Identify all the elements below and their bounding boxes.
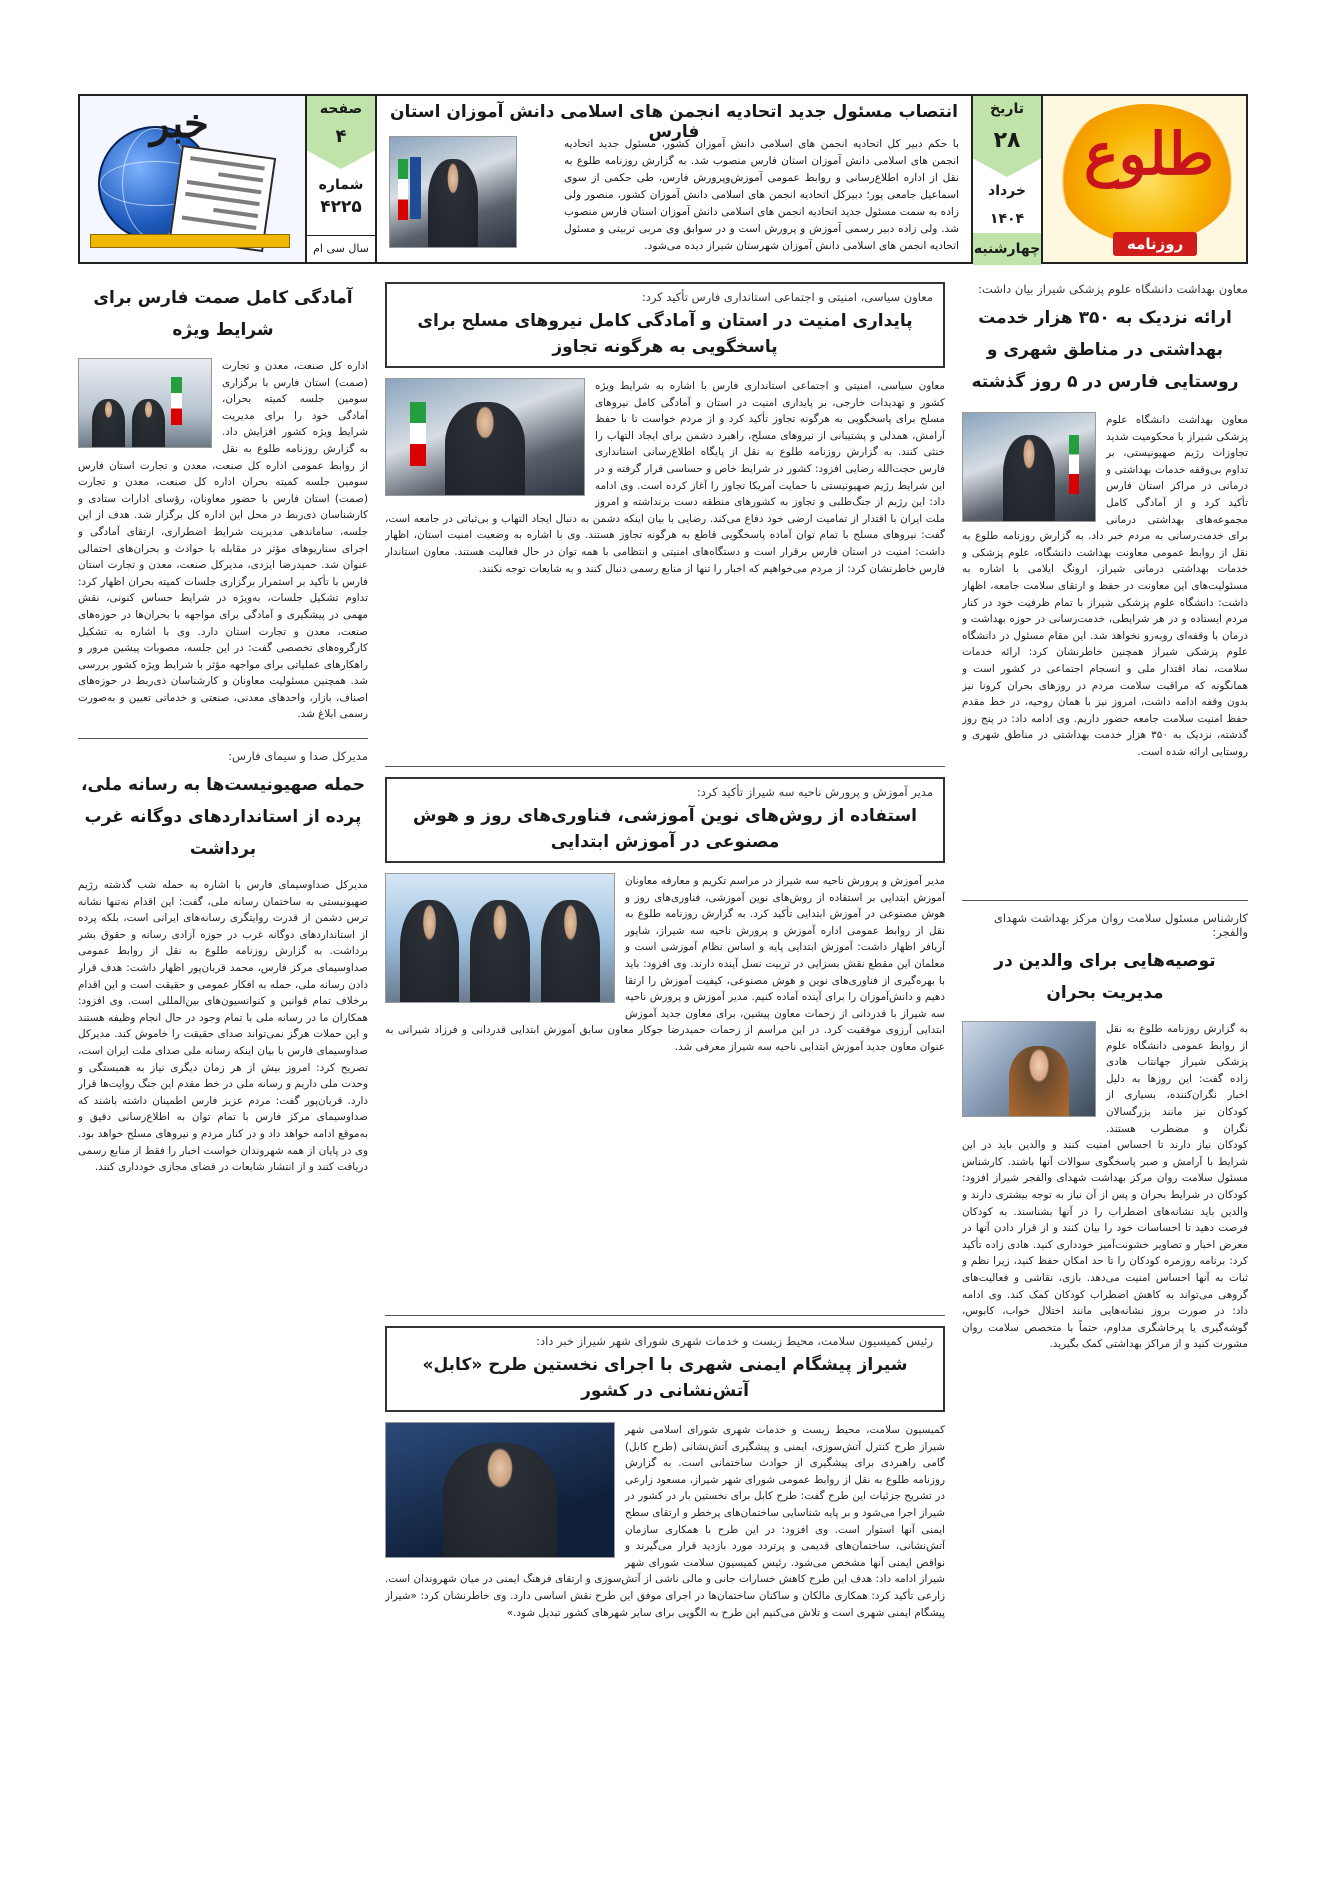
logo-text: طلوع (1084, 120, 1214, 188)
article-text: مدیر آموزش و پرورش ناحیه سه شیراز در مراسم تکریم و معارفه معاونان آموزش ابتدایی بر استفاده از روش‌های نوین آموزشی، فناوری‌های روز و هوش مصنوعی در آموزش ابتدایی تأکید کرد. به گزارش روزنامه طلوع به نقل از روابط عمومی اداره آموزش و پرورش ناحیه سه شیراز، شاپور آریافر اظهار داشت: آموزش ابتدایی پایه و اساس نظام آموزشی است و معلمان این مقطع نقش بسزایی در تربیت نسل آینده دارند. وی افزود: باید با بهره‌گیری از فناوری‌های نوین و هوش مصنوعی، کیفیت آموزش را ارتقا دهیم و دانش‌آموزان را برای آینده آماده کنیم. مدیر آموزش و پرورش ناحیه سه شیراز با قدردانی از زحمات معاون پیشین، برای معاون جدید آموزش ابتدایی آرزوی موفقیت کرد. در این مراسم از زحمات حمیدرضا جوکار معاون سابق آموزش ابتدایی قدردانی و فرزاد شیرانی به عنوان معاون جدید آموزش ابتدایی ناحیه سه شیراز معرفی شد. (385, 875, 945, 1053)
article-body (962, 1021, 1248, 1781)
masthead-news-body: با حکم دبیر کل اتحادیه انجمن های اسلامی دانش آموزان کشور، مسئول جدید اتحادیه انجمن های اسلامی دانش آموزان استان فارس منصوب شد. به گزارش روزنامه طلوع به نقل از اداره اطلاع‌رسانی و روابط عمومی آموزش‌وپرورش فارس، طی حکمی از سوی اسماعیل جامعی پور؛ دبیرکل اتحادیه انجمن های اسلامی دانش آموزان کشور، منصور ولی زاده به سمت مسئول جدید اتحادیه انجمن های اسلامی دانش آموزان استان فارس منصوب شد. ولی زاده دبیر رسمی آموزش و پرورش است و در سوابق وی مربی تربیتی و مسئول اتحادیه انجمن های اسلامی دانش آموزان شهرستان شیراز دیده می‌شود. (564, 138, 959, 252)
article-headline: حمله صهیونیست‌ها به رسانه ملی، پرده از استانداردهای دوگانه غرب برداشت (80, 775, 365, 859)
section-title: خبر (150, 100, 209, 147)
person-figure (445, 402, 524, 495)
child-photo (962, 1021, 1096, 1117)
article-kicker: معاون سیاسی، امنیتی و اجتماعی استانداری فارس تأکید کرد: (641, 290, 933, 304)
masthead (78, 94, 1248, 264)
arrow-down-icon (308, 151, 374, 169)
article-headline: آمادگی کامل صمت فارس برای شرایط ویژه (93, 288, 353, 340)
date-day: ۲۸ (973, 122, 1041, 159)
article-headline: توصیه‌هایی برای والدین در مدیریت بحران (994, 951, 1216, 1003)
middle-column (385, 282, 945, 1820)
article-text: اداره کل صنعت، معدن و تجارت (صمت) استان فارس با برگزاری سومین جلسه کمیته بحران، آمادگی خود را برای مدیریت شرایط ویژه کشور افزایش داد. به گزارش روزنامه طلوع به نقل از روابط عمومی اداره کل صنعت، معدن و تجارت استان فارس سومین جلسه کمیته بحران اداره کل صنعت، معدن و تجارت (صمت) استان فارس با حضور معاونان، رؤسای ادارات ستادی و کارشناسان ذی‌ربط در محل این اداره کل برگزار شد. هدف از این جلسه، ساماندهی مدیریت شرایط اضطراری، ارتقای آمادگی و اجرای سناریوهای مؤثر در مقابله با حوادث و بحران‌های احتمالی عنوان شد. حمیدرضا ایزدی، مدیرکل صنعت، معدن و تجارت استان فارس با تأکید بر استمرار برگزاری جلسات کمیته بحران اظهار کرد: تداوم تشکیل جلسات، به‌ویژه در شرایط حساس کنونی، نقش مهمی در پیشگیری و آمادگی برای مواجهه با بحران‌ها در حوزه‌های صنعت، معدن و تجارت استان دارد. وی با اشاره به تشکیل کارگروه‌های تخصصی گفت: در این جلسه، مصوبات پیشین مرور و راهکارهای عملیاتی برای مواجهه مؤثر با شرایط ویژه کشور بررسی شد. همچنین مسئولیت معاونان و کارشناسان ذی‌ربط در حوزه‌های اصناف، بازار، واحدهای معدنی، صنعتی و خدماتی تعیین و به‌صورت رسمی ابلاغ شد. (78, 360, 368, 721)
article-body (385, 1422, 945, 1820)
council-member-photo (385, 1422, 615, 1558)
news-section-banner (80, 96, 305, 262)
article-body (962, 412, 1248, 890)
article-body (385, 378, 945, 756)
person-figure (92, 399, 125, 447)
divider (385, 766, 945, 767)
divider (962, 900, 1248, 901)
iran-flag-icon (410, 402, 426, 466)
iran-flag-icon (1069, 435, 1080, 494)
page-label: صفحه (307, 96, 375, 122)
article-text: کمیسیون سلامت، محیط زیست و خدمات شهری شورای اسلامی شهر شیراز طرح کنترل آتش‌سوزی، ایمنی و پیشگیری آتش‌نشانی (طرح کابل) گامی راهبردی برای پیشگیری از حوادث ساختمانی است. به گزارش روزنامه طلوع به نقل از روابط عمومی شورای شهر شیراز، مسعود زارعی در تشریح جزئیات این طرح گفت: طرح کابل برای نخستین بار در کشور در شیراز اجرا می‌شود و بر پایه شناسایی ساختمان‌های پرخطر و ارتقای سطح ایمنی آنها استوار است. وی افزود: در این طرح با همکاری سازمان آتش‌نشانی، ساختمان‌های قدیمی و پرتردد مورد بازدید قرار می‌گیرند و نواقص ایمنی آنها مشخص می‌شود. رئیس کمیسیون سلامت شورای شهر شیراز ادامه داد: هدف این طرح کاهش خسارات جانی و مالی ناشی از آتش‌سوزی و ارتقای فرهنگ ایمنی در میان شهروندان است. زارعی تأکید کرد: همکاری مالکان و ساکنان ساختمان‌ها در اجرای موفق این طرح نقش اساسی دارد. وی خاطرنشان کرد: «شیراز پیشگام ایمنی شهری است و تلاش می‌کنیم این طرح به الگویی برای سایر شهرهای کشور تبدیل شود.» (385, 1424, 945, 1619)
official-portrait-photo (389, 136, 517, 248)
arrow-down-icon (974, 159, 1040, 177)
child-figure (1009, 1046, 1068, 1117)
ribbon-icon (90, 234, 290, 248)
person-figure (443, 1443, 557, 1557)
person-figure (400, 900, 459, 1002)
person-figure (470, 900, 529, 1002)
divider (385, 1315, 945, 1316)
article-header-box (385, 1326, 945, 1412)
date-year: ۱۴۰۴ (989, 211, 1025, 227)
masthead-news (375, 96, 971, 262)
date-weekday: چهارشنبه (973, 233, 1041, 265)
article-kicker: رئیس کمیسیون سلامت، محیط زیست و خدمات شهری شورای شهر شیراز خبر داد: (536, 1334, 933, 1348)
meeting-photo (78, 358, 212, 448)
article-body: مدیرکل صداوسیمای فارس با اشاره به حمله شب گذشته رژیم صهیونیستی به ساختمان رسانه ملی، گفت: این اقدام نه‌تنها نشانه ترس دشمن از قدرت روایتگری رسانه‌های ایرانی است، بلکه پرده از استانداردهای دوگانه غرب در حوزه آزادی رسانه و حقوق بشر برداشت. به گزارش روزنامه طلوع به نقل از روابط عمومی صداوسیمای مرکز فارس، محمد قربان‌پور اظهار داشت: هدف قرار دادن رسانه ملی، حمله به افکار عمومی و حقیقت است و این اقدام برخلاف تمام قوانین و کنوانسیون‌های بین‌المللی است. وی افزود: همکاران ما در رسانه ملی با تمام وجود در حال انجام وظیفه هستند و این حملات هرگز نمی‌تواند صدای حقیقت را خاموش کند. مدیرکل صداوسیمای فارس با بیان اینکه رسانه ملی صدای ملت ایران است، تصریح کرد: امروز بیش از هر زمان دیگری نیاز به همبستگی و وحدت ملی داریم و رسانه ملی در خط مقدم این جنگ روایت‌ها قرار دارد. قربان‌پور گفت: مردم عزیز فارس اطمینان داشته باشند که صداوسیمای مرکز فارس با تمام توان به اطلاع‌رسانی دقیق و به‌موقع ادامه خواهد داد و در کنار مردم و نیروهای مسلح خواهد بود. وی در پایان از همه شهروندان خواست اخبار را فقط از منابع رسمی دریافت کنند و از انتشار شایعات در فضای مجازی خودداری کنند. (78, 879, 368, 1174)
article-text: به گزارش روزنامه طلوع به نقل از روابط عمومی دانشگاه علوم پزشکی شیراز جهانتاب هادی زاده گفت: این روزها به دلیل اخبار نگران‌کننده، بسیاری از کودکان نیز مانند بزرگسالان نگران و مضطرب هستند. کودکان نیاز دارند تا احساس امنیت کنند و والدین باید در این شرایط با آرامش و صبر پاسخگوی سوالات آنها باشند. کارشناس مسئول سلامت روان مرکز بهداشت شهدای والفجر شیراز افزود: کودکان در شرایط بحران و پس از آن نیاز به توجه بیشتری دارند و والدین باید نشانه‌های اضطراب را در آنها بشناسند. به کودکان فرصت دهید تا احساسات خود را بیان کنند و از قرار دادن آنها در معرض اخبار و تصاویر خشونت‌آمیز خودداری کنید. هادی زاده تأکید کرد: برنامه روزمره کودکان را تا حد امکان حفظ کنید، زیرا نظم و ثبات به آنها احساس امنیت می‌دهد. بازی، نقاشی و فعالیت‌های گروهی می‌تواند به کاهش اضطراب کودکان کمک کند. وی ادامه داد: در صورت بروز نشانه‌هایی مانند اختلال خواب، کابوس، گوشه‌گیری یا پرخاشگری مداوم، حتماً با متخصص سلامت روان مشورت کنید و از مراکز بهداشتی کمک بگیرید. (962, 1023, 1248, 1351)
health-official-photo (962, 412, 1096, 522)
article-header-box (385, 282, 945, 368)
deputy-governor-photo (385, 378, 585, 496)
ministry-flag-icon (410, 157, 421, 220)
left-column (78, 282, 368, 1887)
person-figure (132, 399, 165, 447)
right-column (962, 282, 1248, 1781)
date-month: خرداد (988, 183, 1026, 199)
article-headline: شیراز پیشگام ایمنی شهری با اجرای نخستین طرح «کابل» آتش‌نشانی در کشور (422, 1355, 908, 1401)
date-panel (971, 96, 1041, 262)
article-headline: استفاده از روش‌های نوین آموزشی، فناوری‌های روز و هوش مصنوعی در آموزش ابتدایی (412, 806, 918, 852)
iran-flag-icon (171, 377, 182, 425)
ceremony-photo (385, 873, 615, 1003)
issue-panel (305, 96, 375, 262)
logo-subtitle: روزنامه (1113, 232, 1197, 256)
person-figure (428, 159, 478, 247)
date-label: تاریخ (973, 96, 1041, 122)
person-figure (541, 900, 600, 1002)
publication-year: سال سی ام (307, 235, 375, 262)
article-header-box (385, 777, 945, 863)
article-headline: ارائه نزدیک به ۳۵۰ هزار خدمت بهداشتی در مناطق شهری و روستایی فارس در ۵ روز گذشته (971, 308, 1239, 392)
masthead-headline: انتصاب مسئول جدید اتحادیه انجمن های اسلامی دانش آموزان استان فارس (390, 102, 958, 142)
person-figure (1003, 435, 1056, 521)
article-text: معاون سیاسی، امنیتی و اجتماعی استانداری فارس با اشاره به شرایط ویژه کشور و تهدیدات خارجی، بر پایداری امنیت در استان و آمادگی کامل نیروهای مسلح برای پاسخگویی به هرگونه تجاوز تأکید کرد و از مردم خواست تا با حفظ آرامش، همدلی و پشتیبانی از نیروهای مسلح، راهبرد دشمن برای ایجاد التهاب را خنثی کنند. به گزارش روزنامه طلوع به نقل از پایگاه اطلاع‌رسانی استانداری فارس حجت‌الله رضایی افزود: کشور در شرایط خاص و حساسی قرار گرفته و در این شرایط رژیم صهیونیستی با حمایت آمریکا تجاوز را آغاز کرده است. وی ادامه داد: این رژیم از جنگ‌طلبی و تجاوز به کشورهای منطقه دست برنداشته و امروز ملت ایران با اقتدار از تمامیت ارضی خود دفاع می‌کند. رضایی با بیان اینکه دشمن به دنبال ایجاد التهاب و بی‌ثباتی در جامعه است، گفت: نیروهای مسلح با تمام توان آماده پاسخگویی قاطع به هرگونه تجاوز هستند. وی با اشاره به وضعیت امنیت استان، اظهار داشت: امنیت در استان فارس برقرار است و دستگاه‌های امنیتی و انتظامی با همه توان در حال فعالیت هستند. معاون استاندار فارس خاطرنشان کرد: از مردم می‌خواهیم که اخبار را تنها از منابع رسمی دنبال کنند و به شایعات توجه نکنند. (385, 380, 945, 575)
newspaper-logo (1041, 96, 1246, 262)
article-kicker: کارشناس مسئول سلامت روان مرکز بهداشت شهدای والفجر: (993, 911, 1248, 939)
iran-flag-icon (398, 159, 408, 220)
article-kicker: معاون بهداشت دانشگاه علوم پزشکی شیراز بیان داشت: (978, 282, 1248, 296)
issue-number: ۴۲۲۵ (320, 197, 362, 217)
article-headline: پایداری امنیت در استان و آمادگی کامل نیروهای مسلح برای پاسخگویی به هرگونه تجاوز (417, 311, 913, 357)
article-body (78, 358, 368, 728)
article-kicker: مدیر آموزش و پرورش ناحیه سه شیراز تأکید کرد: (696, 785, 933, 799)
article-body (385, 873, 945, 1305)
article-text: معاون بهداشت دانشگاه علوم پزشکی شیراز با محکومیت شدید تجاوزات رژیم صهیونیستی، بر تداوم بی‌وقفه خدمات بهداشتی و درمانی در مراکز استان فارس تأکید کرد و از آمادگی کامل مجموعه‌های بهداشتی درمانی برای خدمت‌رسانی به مردم خبر داد. به گزارش روزنامه طلوع به نقل از روابط عمومی معاونت بهداشت دانشگاه، علوم پزشکی و خدمات بهداشتی درمانی شیراز، ارونگ ایلامی با اشاره به مسئولیت‌های این معاونت در حفظ و ارتقای سلامت جامعه، اظهار داشت: دانشگاه علوم پزشکی شیراز با تمام ظرفیت خود در کنار مردم ایستاده و در هر شرایطی، خدمت‌رسانی در حوزه بهداشت و درمان با وقفه‌ای روبه‌رو نخواهد شد. این مقام مسئول در دانشگاه علوم پزشکی شیراز همچنین خاطرنشان کرد: ارائه خدمات سلامت، نماد اقتدار ملی و انسجام اجتماعی در کشور است و همانگونه که مراقبت سلامت مردم در روزهای بحران کرونا نیز بدون وقفه ادامه داشت، امروز نیز با همان روحیه، در خط مقدم حفظ امنیت سلامت جامعه حضور داریم. وی ادامه داد: در پنج روز گذشته، نزدیک به ۳۵۰ هزار خدمت بهداشتی در مناطق شهری و روستایی ارائه شده است. (962, 414, 1248, 758)
divider (78, 738, 368, 739)
issue-label: شماره (318, 177, 364, 193)
page-number: ۴ (307, 122, 375, 151)
article-kicker: مدیرکل صدا و سیمای فارس: (228, 749, 368, 763)
